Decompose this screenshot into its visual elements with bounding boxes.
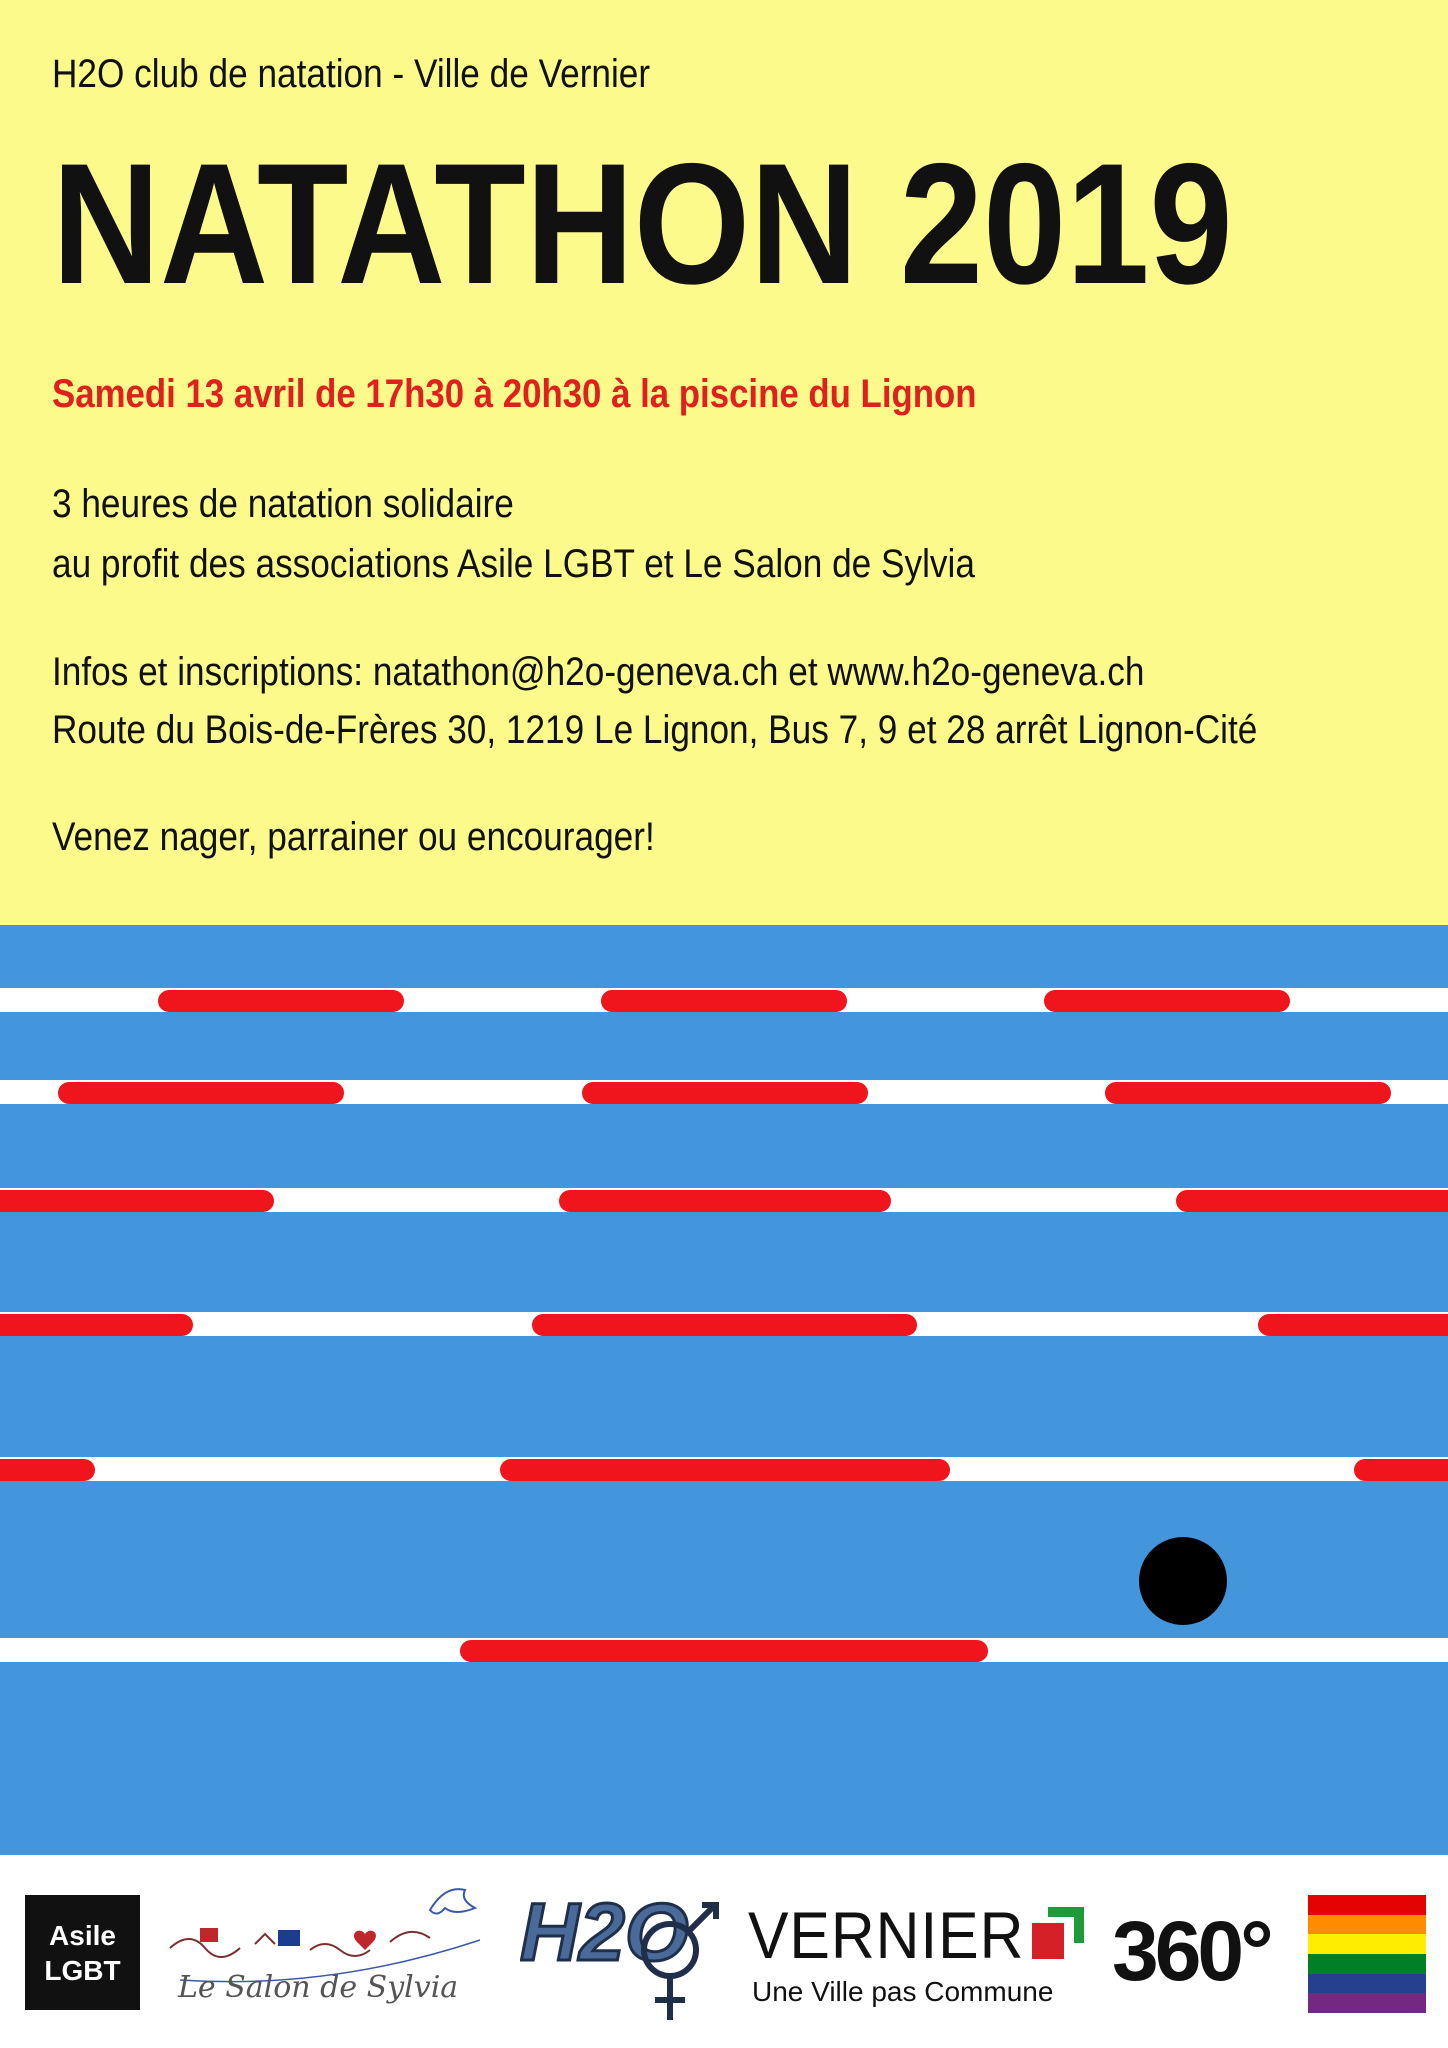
lane-rope (601, 990, 847, 1012)
h2o-logo (520, 1880, 735, 2030)
swimming-pool-illustration (0, 925, 1448, 1855)
lane-rope (1258, 1314, 1448, 1336)
book-icon (278, 1930, 300, 1946)
house-icon (200, 1928, 218, 1942)
lane-rope (1105, 1082, 1391, 1104)
360-logo: 360° (1112, 1904, 1270, 1998)
asile-logo-line-2: LGBT (44, 1954, 121, 1986)
lane-rope (0, 1314, 193, 1336)
lane-rope (158, 990, 404, 1012)
lane-rope (1044, 990, 1290, 1012)
lane-rope (58, 1082, 344, 1104)
vernier-tagline: Une Ville pas Commune (752, 1976, 1054, 2007)
lane-rope (1354, 1459, 1448, 1481)
club-name: H2O club de natation - Ville de Vernier (52, 52, 651, 96)
vernier-logo-mark (1030, 1905, 1086, 1961)
svg-text:H2O: H2O (520, 1887, 689, 1978)
info-address: Route du Bois-de-Frères 30, 1219 Le Lignon, Bus 7, 9 et 28 arrêt Lignon-Cité (52, 708, 1258, 752)
lane-rope (582, 1082, 868, 1104)
lane-rope (559, 1190, 891, 1212)
description-line-1: 3 heures de natation solidaire (52, 482, 514, 526)
lane-rope (460, 1640, 988, 1662)
dove-icon (430, 1889, 475, 1913)
call-to-action: Venez nager, parrainer ou encourager! (52, 815, 655, 859)
rainbow-flag-icon (1308, 1895, 1426, 2013)
lane-rope (532, 1314, 917, 1336)
event-date: Samedi 13 avril de 17h30 à 20h30 à la piscine du Lignon (52, 372, 977, 416)
lane-rope (1176, 1190, 1448, 1212)
asile-lgbt-logo (25, 1895, 140, 2010)
lane-rope (0, 1190, 274, 1212)
vernier-logo-name: VERNIER (748, 1898, 1025, 1972)
heart-icon (354, 1931, 376, 1950)
lane-rope (500, 1459, 950, 1481)
header (0, 0, 1448, 925)
description-line-2: au profit des associations Asile LGBT et Le Salon de Sylvia (52, 542, 975, 586)
asile-logo-line-1: Asile (49, 1919, 116, 1951)
info-contact: Infos et inscriptions: natathon@h2o-geneva.ch et www.h2o-geneva.ch (52, 650, 1145, 694)
lane-rope (0, 1459, 95, 1481)
swimmer-dot (1139, 1537, 1227, 1625)
event-title: NATATHON 2019 (52, 128, 1233, 320)
salon-de-sylvia-text: Le Salon de Sylvia (178, 1970, 459, 2005)
male-symbol-icon (690, 1905, 715, 1930)
